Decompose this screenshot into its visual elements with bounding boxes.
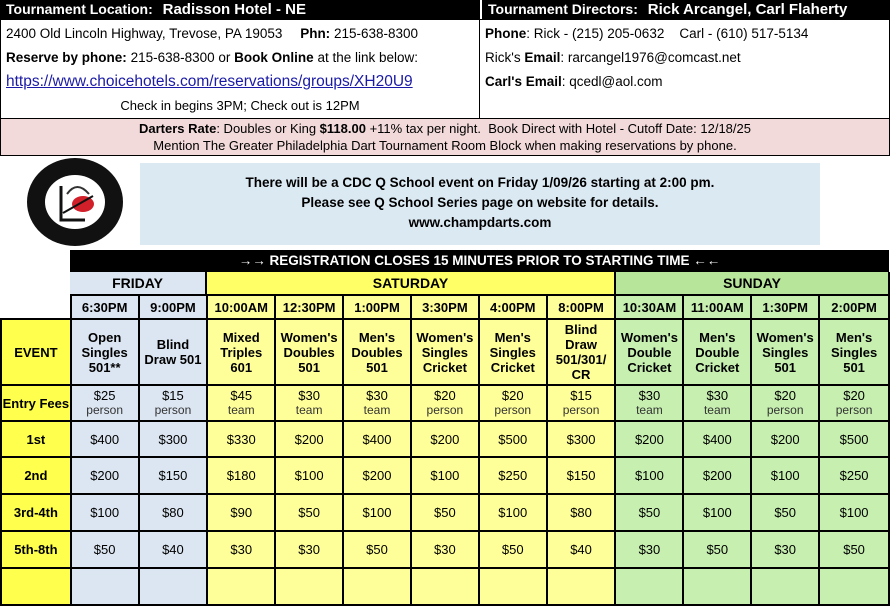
prize-first: $300 — [139, 421, 208, 457]
entry-fee-cell — [207, 385, 275, 421]
cutoff-cell — [343, 568, 411, 605]
hotel-address: 2400 Old Lincoln Highway, Trevose, PA 19053 — [6, 26, 283, 41]
event-time: 11:00AM — [683, 295, 751, 319]
prize-fifth-eighth: $40 — [547, 531, 616, 568]
prize-second: $250 — [479, 457, 547, 494]
qschool-line-2: Please see Q School Series page on website for details. — [301, 195, 659, 210]
cutoff-cell — [683, 568, 751, 605]
cutoff-cell — [819, 568, 889, 605]
event-name: Open Singles 501** — [71, 319, 139, 385]
prize-fifth-eighth: $50 — [343, 531, 411, 568]
entry-fee-amount: $20 — [434, 388, 456, 403]
prize-third-fourth: $80 — [547, 494, 616, 531]
prize-first: $300 — [547, 421, 616, 457]
event-time: 4:00PM — [479, 295, 547, 319]
event-name: Women's Double Cricket — [615, 319, 683, 385]
entry-fee-amount: $20 — [501, 388, 524, 403]
event-time: 3:30PM — [411, 295, 479, 319]
prize-fifth-eighth: $50 — [819, 531, 889, 568]
time-row — [1, 295, 889, 319]
day-saturday: SATURDAY — [207, 272, 616, 294]
row-label-event: EVENT — [1, 319, 71, 385]
book-online-suffix: at the link below: — [317, 50, 418, 65]
hotel-address-line — [1, 22, 479, 46]
registration-banner: →→ REGISTRATION CLOSES 15 MINUTES PRIOR TO STARTING TIME ←← — [70, 250, 889, 272]
prize-second: $250 — [819, 457, 889, 494]
prize-third-fourth: $50 — [411, 494, 479, 531]
event-time: 1:00PM — [343, 295, 411, 319]
row-label-fifth: 5th-8th — [1, 531, 71, 568]
cutoff-row — [1, 568, 889, 605]
cutoff-cell — [411, 568, 479, 605]
row-label-cutoff — [1, 568, 71, 605]
phone-value: : Rick - (215) 205-0632 Carl - (610) 517-5134 — [526, 26, 809, 41]
entry-fee-amount: $15 — [162, 388, 184, 403]
event-name: Men's Singles Cricket — [479, 319, 547, 385]
cutoff-cell — [751, 568, 819, 605]
prize-third-fourth: $90 — [207, 494, 275, 531]
prize-first: $200 — [751, 421, 819, 457]
row-label-first: 1st — [1, 421, 71, 457]
directors-header — [480, 0, 890, 19]
rick-email-value: : rarcangel1976@comcast.net — [560, 50, 741, 65]
rate-price: $118.00 — [319, 121, 366, 136]
second-place-row — [1, 457, 889, 494]
location-value: Radisson Hotel - NE — [162, 1, 306, 18]
event-time: 12:30PM — [275, 295, 343, 319]
entry-fee-cell — [547, 385, 616, 421]
rate-label: Darters Rate — [139, 121, 217, 136]
entry-fee-unit: team — [295, 403, 323, 417]
entry-fee-unit: team — [227, 403, 255, 417]
event-name: Women's Singles Cricket — [411, 319, 479, 385]
rate-line-1 — [1, 120, 889, 137]
entry-fee-unit: person — [766, 403, 804, 417]
event-name: Women's Doubles 501 — [275, 319, 343, 385]
event-name: Men's Singles 501 — [819, 319, 889, 385]
prize-second: $100 — [615, 457, 683, 494]
event-name: Men's Doubles 501 — [343, 319, 411, 385]
prize-second: $100 — [275, 457, 343, 494]
prize-third-fourth: $100 — [343, 494, 411, 531]
prize-third-fourth: $50 — [615, 494, 683, 531]
prize-third-fourth: $80 — [139, 494, 208, 531]
third-fourth-row — [1, 494, 889, 531]
entry-fee-cell — [411, 385, 479, 421]
event-name: Blind Draw 501 — [139, 319, 208, 385]
hotel-info-box — [0, 19, 480, 119]
location-label: Tournament Location: — [6, 1, 153, 17]
qschool-notice — [140, 163, 820, 245]
row-label-entry: Entry Fees — [1, 385, 71, 421]
event-name: Men's Double Cricket — [683, 319, 751, 385]
entry-fee-cell — [683, 385, 751, 421]
location-header — [0, 0, 480, 19]
reserve-phone: 215-638-8300 or — [130, 50, 231, 65]
prize-first: $200 — [615, 421, 683, 457]
directors-label: Tournament Directors: — [488, 1, 638, 17]
cutoff-cell — [139, 568, 208, 605]
prize-first: $400 — [71, 421, 139, 457]
prize-second: $200 — [683, 457, 751, 494]
fifth-eighth-row — [1, 531, 889, 568]
cdc-logo — [27, 158, 123, 246]
event-time: 10:00AM — [207, 295, 275, 319]
prize-second: $150 — [547, 457, 616, 494]
entry-fee-cell — [139, 385, 208, 421]
cutoff-cell — [71, 568, 139, 605]
prize-third-fourth: $100 — [819, 494, 889, 531]
phn-value: 215-638-8300 — [333, 26, 419, 41]
event-time: 8:00PM — [547, 295, 616, 319]
entry-fee-unit: person — [562, 403, 600, 417]
day-sunday: SUNDAY — [616, 272, 890, 294]
entry-fee-amount: $20 — [774, 388, 797, 403]
entry-fee-unit: person — [835, 403, 873, 417]
prize-fifth-eighth: $30 — [751, 531, 819, 568]
cutoff-cell — [547, 568, 616, 605]
prize-first: $330 — [207, 421, 275, 457]
entry-fee-amount: $30 — [706, 388, 729, 403]
carl-email-label: Carl's Email — [485, 74, 562, 89]
directors-value: Rick Arcangel, Carl Flaherty — [647, 1, 848, 18]
entry-fee-cell — [275, 385, 343, 421]
phn-label: Phn: — [300, 26, 331, 41]
link-line — [1, 70, 479, 94]
prize-first: $400 — [343, 421, 411, 457]
entry-fee-row — [1, 385, 889, 421]
prize-second: $180 — [207, 457, 275, 494]
rick-email-line — [480, 46, 889, 70]
day-friday: FRIDAY — [70, 272, 207, 294]
prize-fifth-eighth: $30 — [275, 531, 343, 568]
qschool-website[interactable]: www.champdarts.com — [408, 215, 552, 230]
entry-fee-amount: $30 — [638, 388, 661, 403]
prize-fifth-eighth: $50 — [683, 531, 751, 568]
entry-fee-cell — [819, 385, 889, 421]
cutoff-cell — [207, 568, 275, 605]
prize-third-fourth: $50 — [275, 494, 343, 531]
entry-fee-cell — [751, 385, 819, 421]
cutoff-cell — [479, 568, 547, 605]
prize-second: $150 — [139, 457, 208, 494]
dart-logo-icon — [27, 158, 123, 246]
carl-email-line — [480, 70, 889, 94]
event-row — [1, 319, 889, 385]
rick-email-label: Email — [524, 50, 561, 65]
row-label-second: 2nd — [1, 457, 71, 494]
prize-third-fourth: $100 — [683, 494, 751, 531]
prize-fifth-eighth: $30 — [615, 531, 683, 568]
prize-fifth-eighth: $40 — [139, 531, 208, 568]
carl-email-value: : qcedl@aol.com — [561, 74, 663, 89]
event-time: 1:30PM — [751, 295, 819, 319]
entry-fee-unit: person — [426, 403, 464, 417]
phone-label: Phone — [485, 26, 527, 41]
prize-second: $100 — [411, 457, 479, 494]
cutoff-cell — [275, 568, 343, 605]
qschool-line-1: There will be a CDC Q School event on Friday 1/09/26 starting at 2:00 pm. — [245, 175, 715, 190]
prize-first: $200 — [411, 421, 479, 457]
cutoff-cell — [615, 568, 683, 605]
entry-fee-cell — [479, 385, 547, 421]
event-time: 6:30PM — [71, 295, 139, 319]
phone-line — [480, 22, 889, 46]
entry-fee-amount: $20 — [843, 388, 865, 403]
prize-first: $500 — [479, 421, 547, 457]
contact-info-box — [479, 19, 890, 119]
prize-second: $200 — [71, 457, 139, 494]
event-time: 2:00PM — [819, 295, 889, 319]
prize-third-fourth: $50 — [751, 494, 819, 531]
entry-fee-amount: $30 — [366, 388, 388, 403]
event-time: 9:00PM — [139, 295, 208, 319]
first-place-row — [1, 421, 889, 457]
event-name: Mixed Triples 601 — [207, 319, 275, 385]
event-name: Blind Draw 501/301/ CR — [547, 319, 616, 385]
entry-fee-unit: person — [86, 403, 123, 417]
prize-first: $200 — [275, 421, 343, 457]
reservation-link[interactable]: https://www.choicehotels.com/reservations/groups/XH20U9 — [6, 73, 413, 90]
rate-text-1: : Doubles or King — [216, 121, 320, 136]
entry-fee-amount: $30 — [298, 388, 320, 403]
entry-fee-cell — [615, 385, 683, 421]
entry-fee-unit: team — [703, 403, 731, 417]
entry-fee-amount: $15 — [570, 388, 592, 403]
entry-fee-unit: person — [494, 403, 532, 417]
prize-first: $500 — [819, 421, 889, 457]
time-row-spacer — [1, 295, 71, 319]
rate-text-2: +11% tax per night. Book Direct with Hotel - Cutoff Date: 12/18/25 — [365, 121, 751, 136]
prize-third-fourth: $100 — [71, 494, 139, 531]
entry-fee-unit: team — [636, 403, 663, 417]
schedule-table — [0, 294, 890, 606]
prize-fifth-eighth: $50 — [479, 531, 547, 568]
entry-fee-unit: person — [154, 403, 192, 417]
entry-fee-unit: team — [363, 403, 391, 417]
prize-fifth-eighth: $30 — [207, 531, 275, 568]
checkin-line: Check in begins 3PM; Check out is 12PM — [120, 98, 360, 113]
darters-rate-box — [0, 118, 890, 156]
book-online-label: Book Online — [234, 50, 314, 65]
row-label-third: 3rd-4th — [1, 494, 71, 531]
entry-fee-cell — [343, 385, 411, 421]
event-time: 10:30AM — [615, 295, 683, 319]
prize-second: $200 — [343, 457, 411, 494]
prize-fifth-eighth: $30 — [411, 531, 479, 568]
reserve-label: Reserve by phone: — [6, 50, 127, 65]
prize-third-fourth: $100 — [479, 494, 547, 531]
event-name: Women's Singles 501 — [751, 319, 819, 385]
entry-fee-amount: $45 — [230, 388, 253, 403]
rate-line-2: Mention The Greater Philadelphia Dart Tournament Room Block when making reservations by phone. — [153, 138, 737, 153]
entry-fee-amount: $25 — [93, 388, 116, 403]
prize-fifth-eighth: $50 — [71, 531, 139, 568]
rick-email-prefix: Rick's — [485, 50, 525, 65]
prize-first: $400 — [683, 421, 751, 457]
entry-fee-cell — [71, 385, 139, 421]
prize-second: $100 — [751, 457, 819, 494]
reserve-line — [1, 46, 479, 70]
